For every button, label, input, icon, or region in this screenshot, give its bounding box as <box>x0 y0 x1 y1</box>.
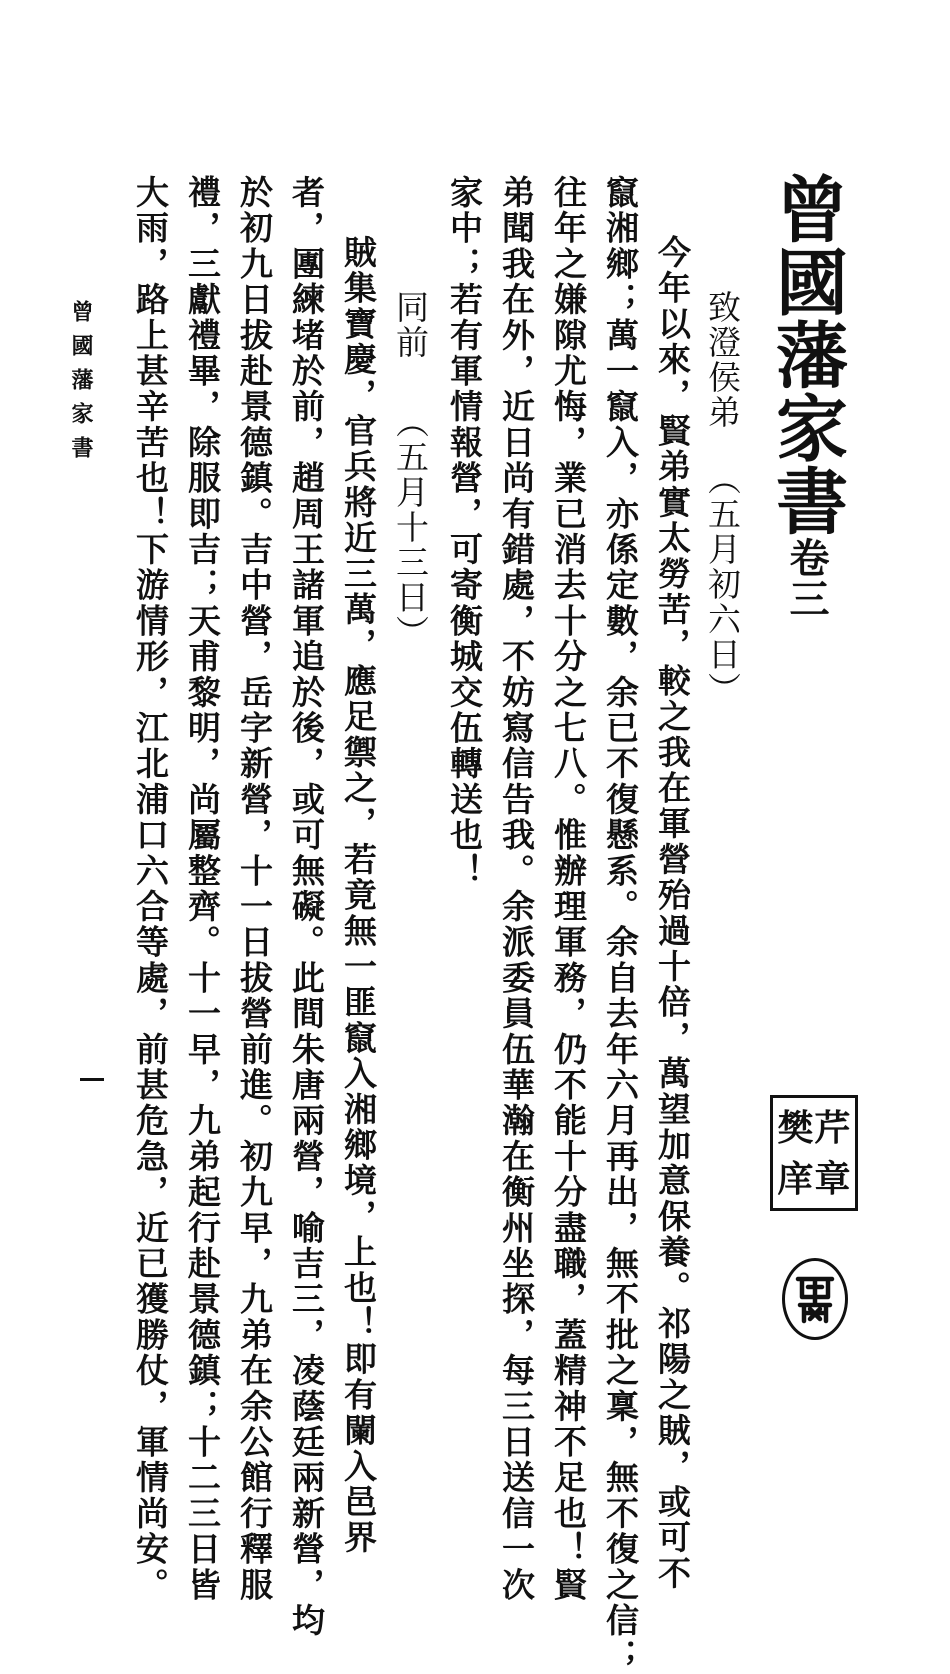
square-seal <box>770 1095 858 1211</box>
letter-2-column-4: 禮，三獻禮畢，除服即吉；天甫黎明，尚屬整齊。十一早，九弟起行赴景德鎮；十二三日皆 <box>183 175 222 1603</box>
book-title-column <box>764 172 849 619</box>
seal-char-3: 庠 <box>777 1157 814 1200</box>
volume-label: 卷三 <box>783 537 830 619</box>
letter-2-column-2: 者，團練堵於前，趙周王諸軍追於後，或可無礙。此間朱唐兩營，喻吉三，凌蔭廷兩新營，均 <box>287 175 326 1639</box>
letter-1-column-5: 家中；若有軍情報營，可寄衡城交伍轉送也！ <box>445 175 484 889</box>
letter-1-column-2: 竄湘鄉；萬一竄入，亦係定數，余已不復懸系。余自去年六月再出，無不批之稟，無不復之信； <box>601 175 640 1674</box>
letter-1-column-3: 往年之嫌隙尤悔，業已消去十分之七八。惟辦理軍務，仍不能十分盡職，蓋精神不足也！賢 <box>549 175 588 1603</box>
letter-2-addressee: 同前 <box>391 290 430 360</box>
seal-char-2: 芹 <box>814 1106 851 1149</box>
letter-1-addressee: 致澄侯弟 <box>703 290 742 430</box>
letter-1-date: （五月初六日） <box>703 462 742 707</box>
letter-1-column-1: 今年以來，賢弟實太勞苦，較之我在軍營殆過十倍，萬望加意保養。祁陽之賊，或可不 <box>653 235 692 1592</box>
letter-1-column-4: 弟聞我在外，近日尚有錯處，不妨寫信告我。余派委員伍華瀚在衡州坐探，每三日送信一次 <box>497 175 536 1603</box>
letter-2-column-1: 賊集寶慶，官兵將近三萬，應足禦之，若竟無一匪竄入湘鄉境，上也！即有闌入邑界 <box>339 235 378 1556</box>
letter-2-date: （五月十三日） <box>391 405 430 650</box>
letter-2-column-5: 大雨，路上甚辛苦也！下游情形，江北浦口六合等處，前甚危急，近已獲勝仗，軍情尚安。 <box>131 175 170 1603</box>
running-head: 曾國藩家書 <box>68 300 94 470</box>
seal-char-1: 樊 <box>777 1106 814 1149</box>
seal-char-4: 章 <box>814 1157 851 1200</box>
book-title: 曾國藩家書 <box>764 172 849 537</box>
folio-number <box>80 1078 104 1081</box>
oval-seal-glyph <box>792 1269 838 1329</box>
oval-seal <box>782 1258 848 1340</box>
letter-2-column-3: 於初九日拔赴景德鎮。吉中營，岳字新營，十一日拔營前進。初九早，九弟在余公館行釋服 <box>235 175 274 1603</box>
